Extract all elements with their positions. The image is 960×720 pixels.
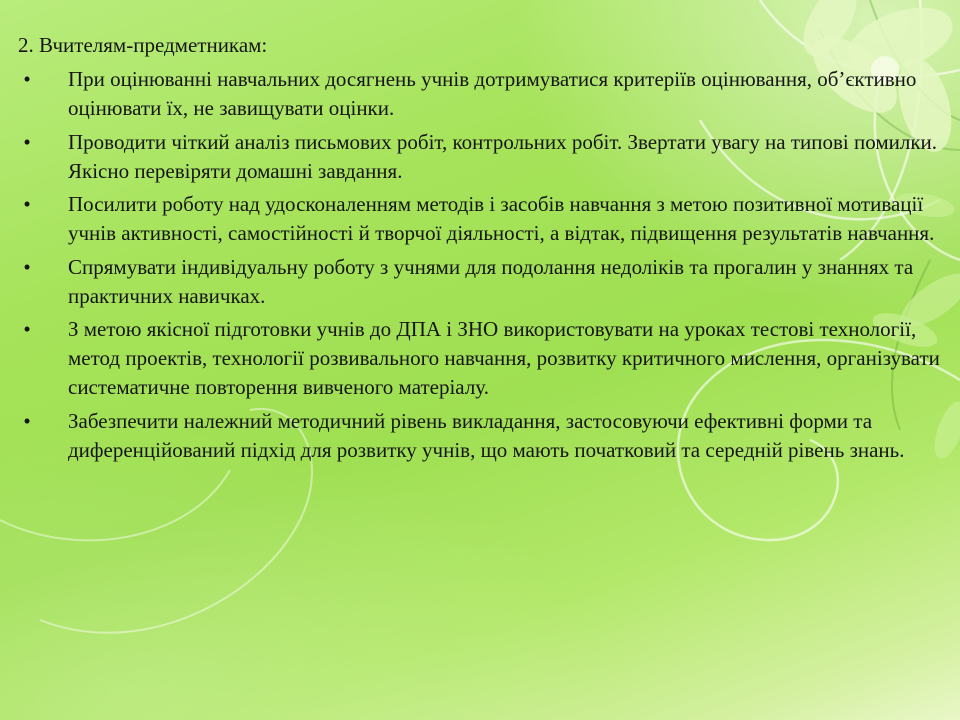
list-item — [18, 253, 943, 311]
list-item-text: Спрямувати індивідуальну роботу з учнями для подолання недоліків та прогалин у знаннях та практичних навичках. — [68, 254, 914, 308]
bullet-icon: • — [23, 67, 31, 91]
list-item-text: Проводити чіткий аналіз письмових робіт, контрольних робіт. Звертати увагу на типові помилки. Якісно перевіряти домашні завдання. — [68, 129, 938, 183]
list-item — [18, 315, 943, 402]
bullet-list — [18, 65, 943, 469]
list-item — [18, 407, 943, 465]
bullet-icon: • — [23, 192, 31, 216]
bullet-icon: • — [23, 317, 31, 341]
list-item — [18, 128, 943, 186]
bullet-icon: • — [23, 129, 31, 154]
list-item — [18, 65, 943, 123]
bullet-icon: • — [23, 408, 31, 433]
list-item-text: З метою якісної підготовки учнів до ДПА і ЗНО використовувати на уроках тестові технології, метод проектів, технології розвивального навчання, розвитку критичного мислення, організувати систематичне повторення вивченого матеріалу. — [68, 317, 940, 399]
list-item — [18, 190, 943, 248]
list-item-text: При оцінюванні навчальних досягнень учнів дотримуватися критеріїв оцінювання, об’єктивно оцінювати їх, не завищувати оцінки. — [68, 67, 917, 120]
bullet-icon: • — [23, 254, 31, 279]
list-item-text: Забезпечити належний методичний рівень викладання, застосовуючи ефективні форми та диференційований підхід для розвитку учнів, що мають початковий та середній рівень знань. — [68, 408, 905, 462]
list-item-text: Посилити роботу над удосконаленням методів і засобів навчання з метою позитивної мотивації учнів активності, самостійності й творчої діяльності, а відтак, підвищення результатів навчання. — [68, 192, 935, 245]
slide-title: 2. Вчителям-предметникам: — [18, 33, 268, 57]
